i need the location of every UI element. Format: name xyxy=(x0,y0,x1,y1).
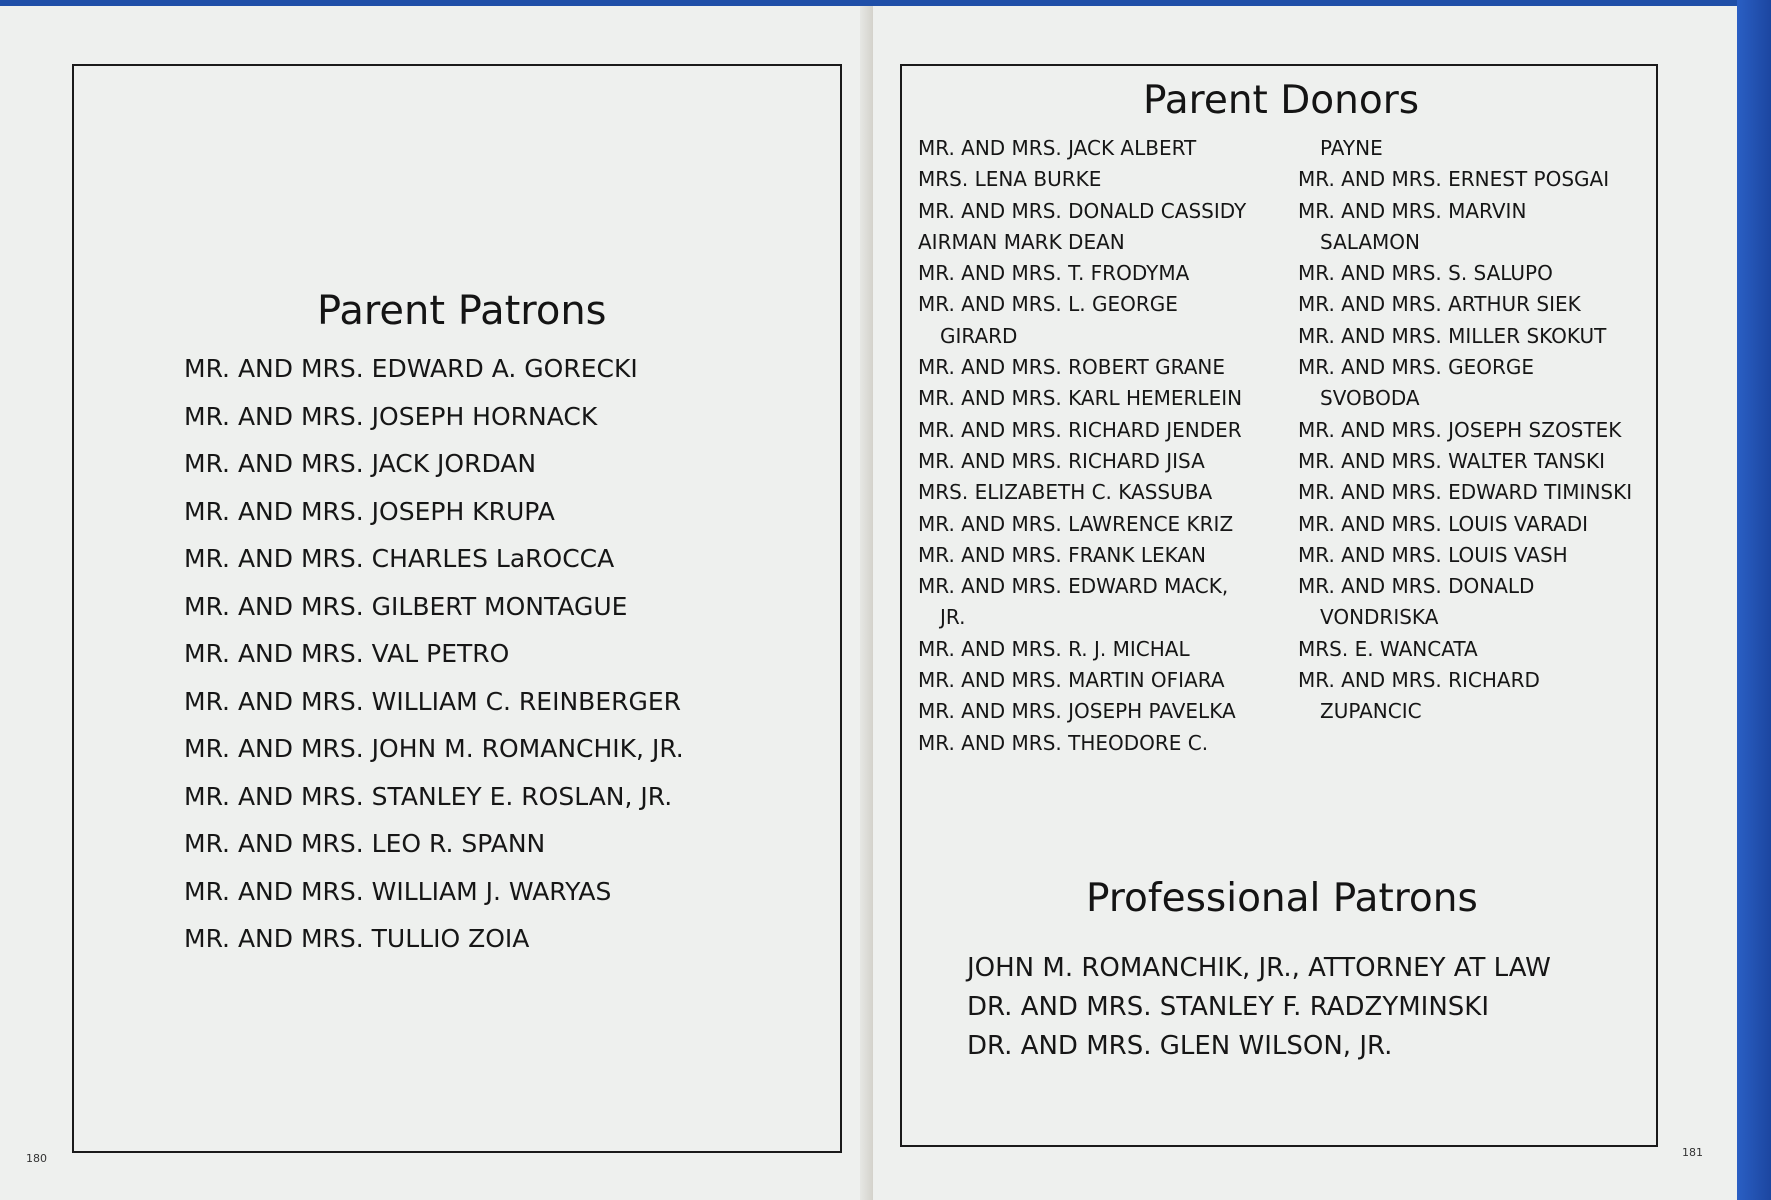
list-item: MR. AND MRS. THEODORE C. xyxy=(918,730,1209,755)
list-item: MR. AND MRS. MARVIN xyxy=(1298,198,1527,223)
parent-donors-heading: Parent Donors xyxy=(1143,78,1420,123)
list-item: MR. AND MRS. LAWRENCE KRIZ xyxy=(918,511,1234,536)
list-item: MR. AND MRS. EDWARD MACK, xyxy=(918,574,1229,599)
list-item: AIRMAN MARK DEAN xyxy=(918,229,1125,254)
list-item: MR. AND MRS. WALTER TANSKI xyxy=(1298,448,1605,473)
list-item: MR. AND MRS. FRANK LEKAN xyxy=(918,542,1207,567)
list-item: PAYNE xyxy=(1320,136,1383,160)
list-item: JOHN M. ROMANCHIK, JR., ATTORNEY AT LAW xyxy=(967,953,1551,983)
list-item: MR. AND MRS. LOUIS VARADI xyxy=(1298,511,1589,536)
list-item: MR. AND MRS. R. J. MICHAL xyxy=(918,636,1190,661)
list-item: MR. AND MRS. MARTIN OFIARA xyxy=(918,668,1225,693)
list-item: MR. AND MRS. RICHARD JISA xyxy=(918,448,1205,473)
list-item: DR. AND MRS. GLEN WILSON, JR. xyxy=(967,1031,1393,1061)
list-item: MR. AND MRS. WILLIAM C. REINBERGER xyxy=(184,686,682,716)
list-item: MR. AND MRS. VAL PETRO xyxy=(184,639,510,668)
left-page xyxy=(0,6,873,1200)
yearbook-spread xyxy=(0,6,1742,1200)
list-item: MR. AND MRS. LEO R. SPANN xyxy=(184,829,546,858)
parent-donors-column-1 xyxy=(918,133,1246,759)
professional-patrons-heading: Professional Patrons xyxy=(1086,876,1478,921)
list-item: MR. AND MRS. STANLEY E. ROSLAN, JR. xyxy=(184,781,673,811)
list-item: MR. AND MRS. JOSEPH SZOSTEK xyxy=(1298,417,1622,442)
list-item: MRS. LENA BURKE xyxy=(918,167,1102,192)
list-item: MR. AND MRS. JOSEPH HORNACK xyxy=(184,401,598,431)
professional-patrons-list xyxy=(967,949,1551,1066)
list-item: MR. AND MRS. DONALD xyxy=(1298,574,1535,599)
list-item: ZUPANCIC xyxy=(1320,699,1422,724)
list-item: MR. AND MRS. GILBERT MONTAGUE xyxy=(184,591,628,621)
right-page xyxy=(873,6,1742,1200)
list-item: MR. AND MRS. T. FRODYMA xyxy=(918,261,1190,286)
list-item: MR. AND MRS. EDWARD TIMINSKI xyxy=(1298,480,1633,505)
list-item: VONDRISKA xyxy=(1320,605,1439,630)
list-item: GIRARD xyxy=(940,323,1018,348)
list-item: MR. AND MRS. JOHN M. ROMANCHIK, JR. xyxy=(184,734,684,763)
list-item: MR. AND MRS. JOSEPH PAVELKA xyxy=(918,699,1236,724)
list-item: MR. AND MRS. DONALD CASSIDY xyxy=(918,198,1247,223)
list-item: MR. AND MRS. GEORGE xyxy=(1298,355,1535,380)
list-item: MR. AND MRS. JACK ALBERT xyxy=(918,136,1197,160)
page-number: 180 xyxy=(26,1152,47,1165)
list-item: MR. AND MRS. LOUIS VASH xyxy=(1298,542,1568,567)
list-item: MR. AND MRS. S. SALUPO xyxy=(1298,261,1553,286)
list-item: JR. xyxy=(940,605,966,630)
page-number: 181 xyxy=(1682,1146,1703,1159)
list-item: MR. AND MRS. EDWARD A. GORECKI xyxy=(184,354,638,383)
parent-donors-column-2 xyxy=(1298,133,1632,728)
list-item: MR. AND MRS. TULLIO ZOIA xyxy=(184,924,530,953)
list-item: MR. AND MRS. ERNEST POSGAI xyxy=(1298,167,1610,192)
list-item: DR. AND MRS. STANLEY F. RADZYMINSKI xyxy=(967,992,1489,1022)
list-item: MR. AND MRS. ROBERT GRANE xyxy=(918,355,1225,380)
list-item: MR. AND MRS. RICHARD xyxy=(1298,668,1540,693)
parent-patrons-list xyxy=(184,345,684,963)
list-item: MR. AND MRS. MILLER SKOKUT xyxy=(1298,323,1607,348)
book-cover-edge xyxy=(1737,0,1771,1200)
parent-patrons-heading: Parent Patrons xyxy=(317,288,607,334)
list-item: MR. AND MRS. CHARLES LaROCCA xyxy=(184,544,615,573)
list-item: SALAMON xyxy=(1320,229,1420,254)
list-item: MRS. ELIZABETH C. KASSUBA xyxy=(918,480,1213,505)
list-item: MR. AND MRS. JACK JORDAN xyxy=(184,449,537,478)
list-item: SVOBODA xyxy=(1320,386,1420,411)
list-item: MR. AND MRS. RICHARD JENDER xyxy=(918,417,1242,442)
list-item: MRS. E. WANCATA xyxy=(1298,636,1478,661)
list-item: MR. AND MRS. ARTHUR SIEK xyxy=(1298,292,1581,317)
list-item: MR. AND MRS. KARL HEMERLEIN xyxy=(918,386,1243,411)
list-item: MR. AND MRS. WILLIAM J. WARYAS xyxy=(184,876,612,906)
list-item: MR. AND MRS. JOSEPH KRUPA xyxy=(184,496,555,526)
list-item: MR. AND MRS. L. GEORGE xyxy=(918,292,1178,317)
